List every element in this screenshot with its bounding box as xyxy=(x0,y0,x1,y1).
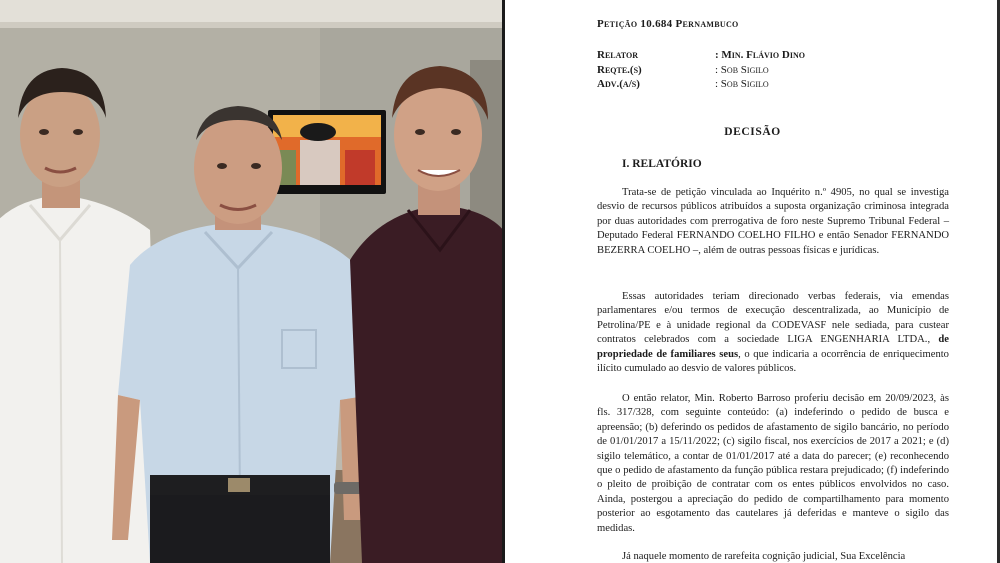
document-meta xyxy=(597,48,805,92)
paragraph-2-text-a: Essas autoridades teriam direcionado verbas federais, via emendas parlamentares e/ou termos de execução descentralizada, ao Município de Petrolina/PE e à unidade regional da CODEVASF nele sediada, para custear contratos celebrados com a sociedade LIGA ENGENHARIA LTDA., xyxy=(597,291,949,346)
meta-row-relator xyxy=(597,48,805,63)
meta-row-reqte xyxy=(597,63,805,78)
meta-value: : Min. Flávio Dino xyxy=(715,49,805,61)
paragraph-2-bold: de propriedade de familiares seus xyxy=(597,334,949,360)
paragraph-2-text-b: , o que indicaria a ocorrência de enriquecimento ilícito cumulado ao desvio de valores públicos. xyxy=(597,348,949,375)
meta-label: Adv.(a/s) xyxy=(597,78,640,90)
meta-value: : Sob Sigilo xyxy=(715,78,769,90)
section-heading: I. RELATÓRIO xyxy=(622,158,702,170)
meta-label: Reqte.(s) xyxy=(597,63,642,76)
court-document xyxy=(505,0,1000,563)
document-title: Petição 10.684 Pernambuco xyxy=(597,18,739,30)
meta-label: Relator xyxy=(597,49,638,61)
paragraph-3: O então relator, Min. Roberto Barroso proferiu decisão em 20/09/2023, às fls. 317/328, com seguinte conteúdo: (a) indeferindo o pedido de busca e apreensão; (b) deferindo os pedidos de afastamento de sigilo bancário, no período de 01/01/2017 a 15/11/2022; (c) sigilo fiscal, nos exercícios de 2017 a 2021; e (d) sigilo telemático, a contar de 01/01/2017 até a data do parecer; (e) reconhecendo que o pedido de afastamento da função pública restara prejudicado; (f) indeferindo o pleito de proibição de contratar com os entes públicos envolvidos no caso. Ainda, postergou a apreciação do pedido de compartilhamento para momento posterior ao esgotamento das cautelares já deferidas e manteve o sigilo das medidas. xyxy=(597,393,949,534)
paragraph-2 xyxy=(597,290,949,376)
meta-value: : Sob Sigilo xyxy=(715,63,769,76)
decision-heading: DECISÃO xyxy=(724,126,781,138)
paragraph-1: Trata-se de petição vinculada ao Inquérito n.º 4905, no qual se investiga desvio de recursos públicos atribuídos a suposta organização criminosa integrada por duas autoridades com prerrogativa de foro neste Supremo Tribunal Federal – Deputado Federal FERNANDO COELHO FILHO e então Senador FERNANDO BEZERRA COELHO –, além de outras pessoas físicas e jurídicas. xyxy=(597,187,949,256)
paragraph-4: Já naquele momento de rarefeita cognição judicial, Sua Excelência xyxy=(622,551,906,562)
meta-row-adv xyxy=(597,77,805,92)
tv-screen xyxy=(268,110,386,194)
